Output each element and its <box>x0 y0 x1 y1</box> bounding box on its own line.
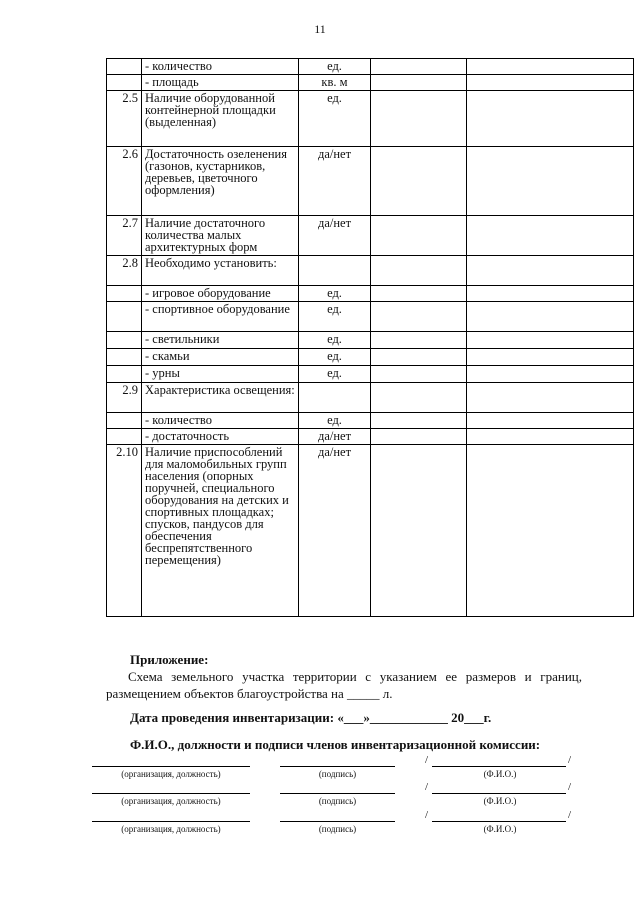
row-note-cell <box>467 91 634 147</box>
fio-caption: (Ф.И.О.) <box>483 796 517 806</box>
slash-close: / <box>568 754 572 766</box>
row-value-cell <box>371 332 467 349</box>
slash-open: / <box>425 809 429 821</box>
sign-caption: (подпись) <box>318 769 357 779</box>
row-indicator: - достаточность <box>142 429 299 445</box>
row-unit: ед. <box>299 286 371 302</box>
row-indicator: - скамьи <box>142 349 299 366</box>
row-note-cell <box>467 383 634 413</box>
row-number: 2.8 <box>107 256 142 286</box>
row-value-cell <box>371 383 467 413</box>
row-value-cell <box>371 256 467 286</box>
table-row <box>107 349 634 366</box>
table-row <box>107 147 634 216</box>
row-unit: ед. <box>299 91 371 147</box>
commission-title: Ф.И.О., должности и подписи членов инвентаризационной комиссии: <box>130 737 541 752</box>
row-indicator: - урны <box>142 366 299 383</box>
inventory-date-line: Дата проведения инвентаризации: «___»____________ 20___г. <box>130 710 492 725</box>
appendix-text: Схема земельного участка территории с указанием ее размеров и границ, размещением объектов благоустройства на _____ л. <box>106 669 582 701</box>
row-value-cell <box>371 286 467 302</box>
row-value-cell <box>371 429 467 445</box>
page-number: 11 <box>314 22 326 36</box>
row-value-cell <box>371 59 467 75</box>
table-row <box>107 413 634 429</box>
row-number <box>107 429 142 445</box>
sign-line <box>280 821 395 822</box>
sign-caption: (подпись) <box>318 824 357 834</box>
row-unit: да/нет <box>299 216 371 256</box>
slash-open: / <box>425 781 429 793</box>
row-number <box>107 332 142 349</box>
table-row <box>107 59 634 75</box>
row-number <box>107 366 142 383</box>
org-caption: (организация, должность) <box>121 824 221 834</box>
row-number <box>107 413 142 429</box>
org-line <box>92 793 250 794</box>
row-indicator: - количество <box>142 59 299 75</box>
signature-row <box>0 781 640 817</box>
table-row <box>107 429 634 445</box>
table-row <box>107 445 634 617</box>
row-note-cell <box>467 445 634 617</box>
row-unit: ед. <box>299 59 371 75</box>
table-row <box>107 366 634 383</box>
row-indicator: Наличие достаточного количества малых архитектурных форм <box>142 216 299 256</box>
row-note-cell <box>467 332 634 349</box>
inventory-table <box>106 58 634 617</box>
row-note-cell <box>467 366 634 383</box>
row-unit: ед. <box>299 413 371 429</box>
slash-close: / <box>568 809 572 821</box>
table-row <box>107 75 634 91</box>
row-number <box>107 349 142 366</box>
row-unit: ед. <box>299 302 371 332</box>
row-unit: да/нет <box>299 147 371 216</box>
row-unit: ед. <box>299 332 371 349</box>
sign-line <box>280 793 395 794</box>
row-value-cell <box>371 349 467 366</box>
row-note-cell <box>467 429 634 445</box>
appendix-title: Приложение: <box>130 652 209 667</box>
row-indicator: Наличие оборудованной контейнерной площадки (выделенная) <box>142 91 299 147</box>
row-indicator: - спортивное оборудование <box>142 302 299 332</box>
row-value-cell <box>371 366 467 383</box>
org-caption: (организация, должность) <box>121 796 221 806</box>
row-number <box>107 286 142 302</box>
row-unit: да/нет <box>299 429 371 445</box>
row-number: 2.6 <box>107 147 142 216</box>
row-indicator: Достаточность озеленения (газонов, кустарников, деревьев, цветочного оформления) <box>142 147 299 216</box>
signature-row <box>0 809 640 845</box>
row-unit: ед. <box>299 349 371 366</box>
row-note-cell <box>467 256 634 286</box>
fio-line <box>432 766 566 767</box>
row-number <box>107 59 142 75</box>
table-row <box>107 383 634 413</box>
row-number <box>107 75 142 91</box>
row-note-cell <box>467 216 634 256</box>
row-unit: ед. <box>299 366 371 383</box>
table-row <box>107 302 634 332</box>
row-number <box>107 302 142 332</box>
row-unit <box>299 256 371 286</box>
sign-caption: (подпись) <box>318 796 357 806</box>
row-unit <box>299 383 371 413</box>
row-indicator: Наличие приспособлений для маломобильных групп населения (опорных поручней, специального оборудования на детских и спортивных площадках; спусков, пандусов для обеспечения беспрепятственного перемещения) <box>142 445 299 617</box>
row-value-cell <box>371 445 467 617</box>
row-value-cell <box>371 413 467 429</box>
row-note-cell <box>467 286 634 302</box>
fio-caption: (Ф.И.О.) <box>483 769 517 779</box>
row-indicator: - игровое оборудование <box>142 286 299 302</box>
row-note-cell <box>467 147 634 216</box>
row-number: 2.5 <box>107 91 142 147</box>
row-number: 2.10 <box>107 445 142 617</box>
row-unit: да/нет <box>299 445 371 617</box>
row-value-cell <box>371 302 467 332</box>
fio-line <box>432 821 566 822</box>
row-value-cell <box>371 91 467 147</box>
row-value-cell <box>371 216 467 256</box>
signature-row <box>0 754 640 790</box>
org-line <box>92 766 250 767</box>
row-note-cell <box>467 75 634 91</box>
org-caption: (организация, должность) <box>121 769 221 779</box>
table-row <box>107 216 634 256</box>
table-row <box>107 256 634 286</box>
row-value-cell <box>371 147 467 216</box>
fio-line <box>432 793 566 794</box>
row-note-cell <box>467 59 634 75</box>
row-note-cell <box>467 302 634 332</box>
org-line <box>92 821 250 822</box>
row-indicator: - светильники <box>142 332 299 349</box>
slash-close: / <box>568 781 572 793</box>
row-number: 2.9 <box>107 383 142 413</box>
row-note-cell <box>467 349 634 366</box>
table-row <box>107 286 634 302</box>
row-indicator: Необходимо установить: <box>142 256 299 286</box>
row-value-cell <box>371 75 467 91</box>
slash-open: / <box>425 754 429 766</box>
table-row <box>107 91 634 147</box>
row-unit: кв. м <box>299 75 371 91</box>
row-number: 2.7 <box>107 216 142 256</box>
row-indicator: Характеристика освещения: <box>142 383 299 413</box>
row-indicator: - количество <box>142 413 299 429</box>
sign-line <box>280 766 395 767</box>
table-row <box>107 332 634 349</box>
row-indicator: - площадь <box>142 75 299 91</box>
fio-caption: (Ф.И.О.) <box>483 824 517 834</box>
row-note-cell <box>467 413 634 429</box>
